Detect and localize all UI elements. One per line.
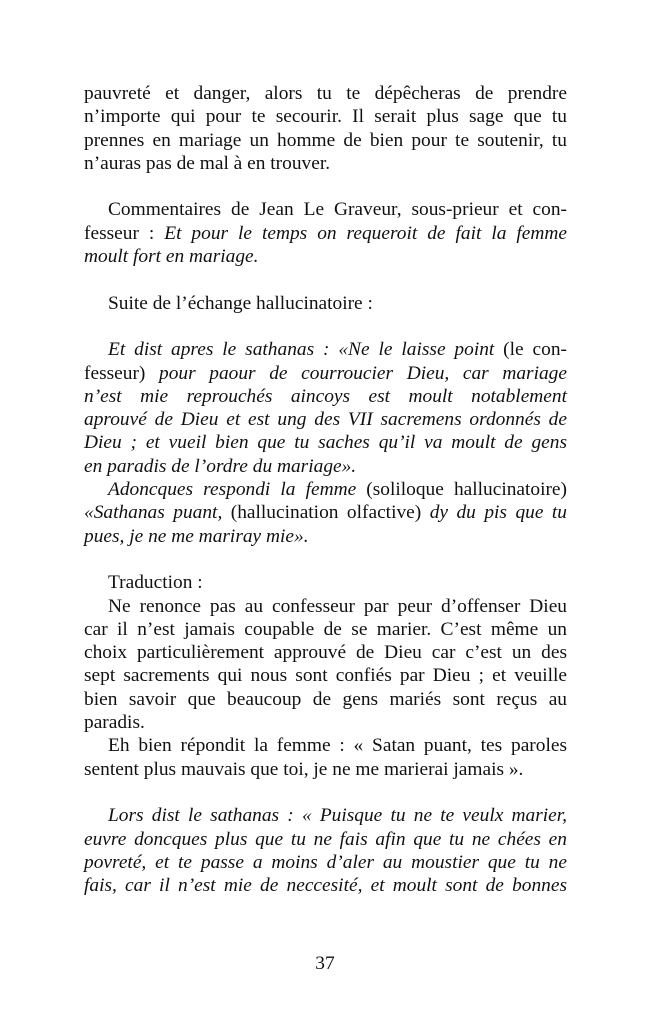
text-line: choix particulièrement approuvé de Dieu car c’est un des	[84, 642, 567, 664]
text-line: pues, je ne me mariray mie».	[84, 525, 309, 547]
text-line: Et dist apres le sathanas : «Ne le laisse point (le con-	[108, 339, 567, 361]
text-line: n’importe qui pour te secourir. Il serait plus sage que tu	[84, 106, 567, 128]
paragraph	[84, 478, 567, 548]
text-line: fesseur : Et pour le temps on requeroit de fait la femme	[84, 222, 567, 244]
text-line: sept sacrements qui nous sont confiés par Dieu ; et veuille	[84, 665, 567, 687]
text-line: Traduction :	[108, 572, 203, 594]
paragraph	[84, 571, 567, 594]
text-line: bien savoir que beaucoup de gens mariés sont reçus au	[84, 688, 567, 710]
paragraph	[84, 734, 567, 781]
text-line: Eh bien répondit la femme : « Satan puant, tes paroles	[108, 735, 567, 757]
text-line: fais, car il n’est mie de neccesité, et moult sont de bonnes	[84, 875, 567, 897]
text-line: n’est mie reprouchés aincoys est moult notablement	[84, 385, 567, 407]
text-line: sentent plus mauvais que toi, je ne me marierai jamais ».	[84, 758, 524, 780]
text-line: «Sathanas puant, (hallucination olfactive) dy du pis que tu	[84, 502, 567, 524]
text-line: povreté, et te passe a moins d’aler au moustier que tu ne	[84, 851, 567, 873]
paragraph	[84, 595, 567, 735]
paragraph	[84, 338, 567, 478]
paragraph	[84, 292, 567, 315]
text-line: en paradis de l’ordre du mariage».	[84, 455, 357, 477]
text-line: paradis.	[84, 712, 145, 734]
text-line: Adoncques respondi la femme (soliloque hallucinatoire)	[108, 479, 567, 501]
paragraph	[84, 82, 567, 175]
page-body	[84, 82, 567, 897]
text-line: fesseur) pour paour de courroucier Dieu, car mariage	[84, 362, 567, 384]
text-line: aprouvé de Dieu et est ung des VII sacremens ordonnés de	[84, 409, 567, 431]
text-line: Ne renonce pas au confesseur par peur d’offenser Dieu	[108, 595, 567, 617]
text-line: n’auras pas de mal à en trouver.	[84, 152, 331, 174]
page-number: 37	[315, 953, 335, 974]
text-line: moult fort en mariage.	[84, 246, 259, 268]
text-line: euvre doncques plus que tu ne fais afin que tu ne chées en	[84, 828, 567, 850]
text-line: Dieu ; et vueil bien que tu saches qu’il va moult de gens	[84, 432, 567, 454]
text-line: Lors dist le sathanas : « Puisque tu ne te veulx marier,	[108, 805, 567, 827]
paragraph	[84, 804, 567, 897]
text-line: Commentaires de Jean Le Graveur, sous-prieur et con-	[108, 199, 567, 221]
text-line: Suite de l’échange hallucinatoire :	[108, 292, 373, 314]
text-line: car il n’est jamais coupable de se marier. C’est même un	[84, 618, 567, 640]
text-line: prennes en mariage un homme de bien pour te soutenir, tu	[84, 129, 567, 151]
text-line: pauvreté et danger, alors tu te dépêcheras de prendre	[84, 83, 567, 104]
paragraph	[84, 198, 567, 268]
